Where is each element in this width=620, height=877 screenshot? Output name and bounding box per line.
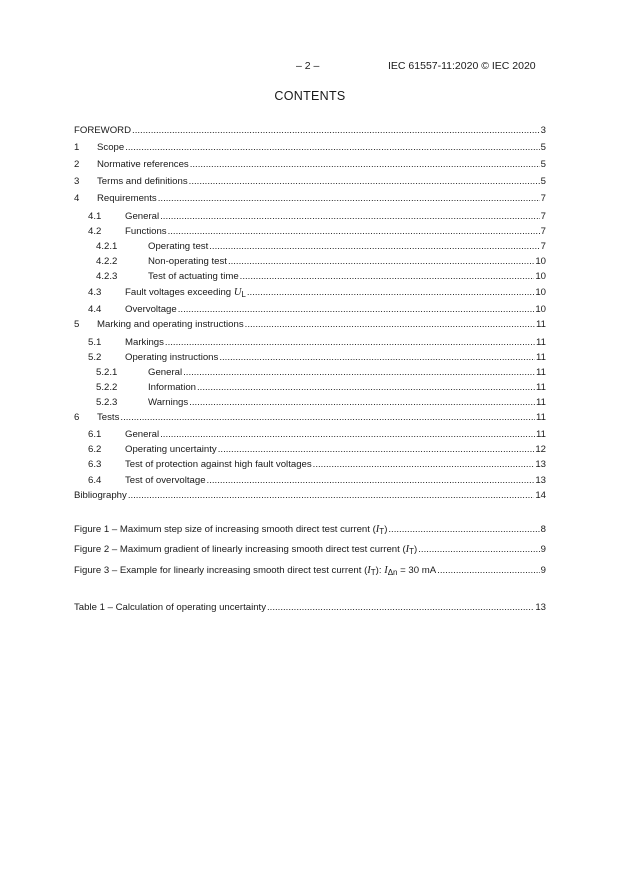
toc-entry-number: 4.2.3 [96, 271, 118, 282]
toc-entry-number: 4.1 [88, 211, 102, 222]
toc-entry-page: 7 [540, 226, 546, 237]
toc-entry-title [74, 124, 131, 138]
toc-entry-title [97, 411, 119, 425]
figure-entry-page: 9 [540, 565, 546, 576]
toc-entry-title [125, 303, 177, 317]
toc-entry-number: 4.3 [88, 287, 102, 298]
toc-entry[interactable] [74, 396, 546, 410]
toc-entry-number: 6.4 [88, 475, 102, 486]
dot-leader [209, 240, 539, 254]
toc-entry-title [97, 192, 157, 206]
toc-entry[interactable] [74, 318, 546, 332]
toc-entry-text: Requirements [97, 193, 157, 204]
dot-leader [437, 564, 540, 578]
toc-entry-page: 5 [540, 159, 546, 170]
toc-entry-number: 4.4 [88, 304, 102, 315]
toc-entry[interactable] [74, 411, 546, 425]
toc-entry-page: 10 [535, 304, 546, 315]
toc-entry-title [148, 381, 196, 395]
toc-entry-page: 5 [540, 176, 546, 187]
figure-entry[interactable] [74, 523, 546, 537]
toc-entry-number: 6.1 [88, 429, 102, 440]
dot-leader [168, 225, 540, 239]
document-reference: IEC 61557-11:2020 © IEC 2020 [388, 60, 536, 72]
figure-entry-text-tail: ) [414, 544, 418, 555]
toc-entry[interactable] [74, 351, 546, 365]
toc-entry-page: 7 [540, 193, 546, 204]
toc-entry-number: 5.2.3 [96, 397, 118, 408]
toc-entry[interactable] [74, 225, 546, 239]
contents-title: CONTENTS [274, 89, 346, 103]
toc-entry-title [148, 240, 208, 254]
page-number: – 2 – [296, 60, 320, 72]
toc-entry[interactable] [74, 255, 546, 269]
figure-entry-title [74, 543, 417, 559]
toc-entry-number: 4.2 [88, 226, 102, 237]
toc-entry-text: General [125, 211, 160, 222]
toc-entry-title [148, 396, 188, 410]
toc-entry[interactable] [74, 366, 546, 380]
toc-entry-title [125, 286, 246, 302]
toc-entry-text: Markings [125, 337, 164, 348]
math-symbol: I [405, 544, 410, 555]
toc-entry-page: 14 [535, 490, 546, 501]
toc-entry[interactable] [74, 303, 546, 317]
toc-entry-text: Non-operating test [148, 256, 227, 267]
toc-entry-number: 5.2 [88, 352, 102, 363]
table-entry-page: 13 [535, 602, 546, 613]
dot-leader [247, 286, 534, 300]
toc-entry-number: 5.1 [88, 337, 102, 348]
dot-leader [219, 351, 535, 365]
figure-entry-page: 9 [540, 544, 546, 555]
dot-leader [197, 381, 535, 395]
figure-entry-page: 8 [540, 524, 546, 535]
toc-entry-text: Overvoltage [125, 304, 177, 315]
toc-entry-text: Scope [97, 142, 125, 153]
toc-entry-title [125, 458, 312, 472]
dot-leader [267, 601, 534, 615]
toc-entry-number: 6.2 [88, 444, 102, 455]
toc-entry-page: 7 [540, 241, 546, 252]
dot-leader [160, 210, 540, 224]
math-subscript: L [241, 290, 246, 299]
toc-entry[interactable] [74, 381, 546, 395]
toc-entry-title [74, 489, 127, 503]
toc-entry[interactable] [74, 474, 546, 488]
math-subscript: T [370, 568, 376, 577]
toc-entry[interactable] [74, 210, 546, 224]
toc-entry-number: 4.2.2 [96, 256, 118, 267]
figure-entry-title [74, 564, 436, 580]
toc-entry-page: 11 [536, 382, 546, 393]
toc-entry-page: 13 [535, 459, 546, 470]
figure-entry[interactable] [74, 564, 546, 578]
dot-leader [158, 192, 540, 206]
toc-entry-text: FOREWORD [74, 125, 132, 136]
toc-entry-page: 11 [536, 412, 546, 423]
toc-entry[interactable] [74, 270, 546, 284]
toc-entry-title [125, 351, 218, 365]
toc-entry-page: 10 [535, 256, 546, 267]
toc-entry-title [125, 225, 167, 239]
dot-leader [418, 543, 539, 557]
toc-entry-page: 11 [536, 352, 546, 363]
toc-entry-text: Information [148, 382, 196, 393]
dot-leader [218, 443, 535, 457]
dot-leader [189, 396, 535, 410]
toc-entry-text: Normative references [97, 159, 189, 170]
toc-entry-text: General [125, 429, 160, 440]
toc-entry-number: 6 [74, 412, 80, 423]
toc-entry-page: 11 [536, 337, 546, 348]
figure-entry-text: Figure 1 – Maximum step size of increasing smooth direct test current ( [74, 524, 376, 535]
toc-entry-page: 11 [536, 367, 546, 378]
dot-leader [128, 489, 535, 503]
toc-entry-text: Operating uncertainty [125, 444, 217, 455]
toc-entry-text: Functions [125, 226, 167, 237]
dot-leader [240, 270, 535, 284]
toc-entry-number: 4.2.1 [96, 241, 118, 252]
toc-entry[interactable] [74, 192, 546, 206]
toc-entry[interactable] [74, 489, 546, 503]
math-symbol: U [233, 287, 242, 298]
figure-entry-title [74, 523, 387, 539]
math-subscript: T [379, 527, 385, 536]
dot-leader [178, 303, 535, 317]
toc-entry-title [97, 158, 189, 172]
toc-entry-page: 5 [540, 142, 546, 153]
toc-entry-text: Terms and definitions [97, 176, 188, 187]
toc-entry[interactable] [74, 286, 546, 300]
table-entry[interactable] [74, 601, 546, 615]
toc-entry[interactable] [74, 158, 546, 172]
dot-leader [183, 366, 535, 380]
toc-entry[interactable] [74, 458, 546, 472]
toc-entry[interactable] [74, 428, 546, 442]
dot-leader [207, 474, 535, 488]
math-symbol: I [367, 565, 371, 576]
toc-entry-number: 1 [74, 142, 80, 153]
toc-entry-page: 3 [540, 125, 546, 136]
toc-entry-title [125, 474, 206, 488]
toc-entry-number: 3 [74, 176, 80, 187]
toc-entry-text: Fault voltages exceeding [125, 287, 232, 298]
toc-entry[interactable] [74, 240, 546, 254]
toc-entry-page: 10 [535, 287, 546, 298]
toc-entry-number: 2 [74, 159, 80, 170]
dot-leader [165, 336, 535, 350]
toc-entry-number: 4 [74, 193, 80, 204]
math-subscript: Δn [387, 568, 398, 577]
toc-entry-text: Operating test [148, 241, 209, 252]
dot-leader [228, 255, 534, 269]
toc-entry[interactable] [74, 443, 546, 457]
figure-entry-text: Figure 3 – Example for linearly increasing smooth direct test current ( [74, 565, 368, 576]
toc-entry-title [125, 428, 159, 442]
math-symbol: I [384, 565, 388, 576]
toc-entry-text: General [148, 367, 183, 378]
toc-entry-text: Marking and operating instructions [97, 319, 244, 330]
dot-leader [125, 141, 539, 155]
dot-leader [190, 158, 540, 172]
toc-entry-title [148, 255, 227, 269]
dot-leader [313, 458, 535, 472]
toc-entry-number: 5.2.1 [96, 367, 118, 378]
toc-entry-title [125, 443, 217, 457]
toc-entry-title [97, 318, 244, 332]
toc-entry-page: 11 [536, 429, 546, 440]
toc-entry-page: 10 [535, 271, 546, 282]
math-symbol: I [375, 524, 380, 535]
figure-entry-text-tail: ): [375, 565, 385, 576]
figure-entry[interactable] [74, 543, 546, 557]
table-entry-title: Table 1 – Calculation of operating uncertainty [74, 602, 266, 613]
dot-leader [160, 428, 535, 442]
dot-leader [120, 411, 535, 425]
toc-entry-page: 12 [535, 444, 546, 455]
toc-entry-page: 13 [535, 475, 546, 486]
toc-entry-page: 11 [536, 319, 546, 330]
toc-entry-text: Test of actuating time [148, 271, 239, 282]
toc-entry[interactable] [74, 175, 546, 189]
dot-leader [245, 318, 535, 332]
toc-entry-title [148, 270, 239, 284]
toc-entry[interactable] [74, 336, 546, 350]
toc-entry-number: 5.2.2 [96, 382, 118, 393]
dot-leader [189, 175, 540, 189]
toc-entry-number: 6.3 [88, 459, 102, 470]
toc-entry-text: Test of overvoltage [125, 475, 206, 486]
toc-entry-text: Test of protection against high fault voltages [125, 459, 312, 470]
toc-entry[interactable] [74, 124, 546, 138]
toc-entry-title [148, 366, 182, 380]
toc-entry-text: Tests [97, 412, 120, 423]
toc-entry[interactable] [74, 141, 546, 155]
figure-entry-text-tail: = 30 mA [397, 565, 437, 576]
toc-entry-page: 11 [536, 397, 546, 408]
toc-entry-text: Operating instructions [125, 352, 219, 363]
toc-entry-title [97, 175, 188, 189]
toc-entry-number: 5 [74, 319, 80, 330]
dot-leader [388, 523, 539, 537]
toc-entry-text: Warnings [148, 397, 189, 408]
toc-entry-title [125, 336, 164, 350]
figure-entry-text: Figure 2 – Maximum gradient of linearly increasing smooth direct test current ( [74, 544, 406, 555]
figure-entry-text-tail: ) [384, 524, 388, 535]
toc-entry-text: Bibliography [74, 490, 127, 501]
toc-entry-title [97, 141, 124, 155]
toc-entry-title [125, 210, 159, 224]
dot-leader [132, 124, 540, 138]
toc-entry-page: 7 [540, 211, 546, 222]
math-subscript: T [409, 547, 415, 556]
